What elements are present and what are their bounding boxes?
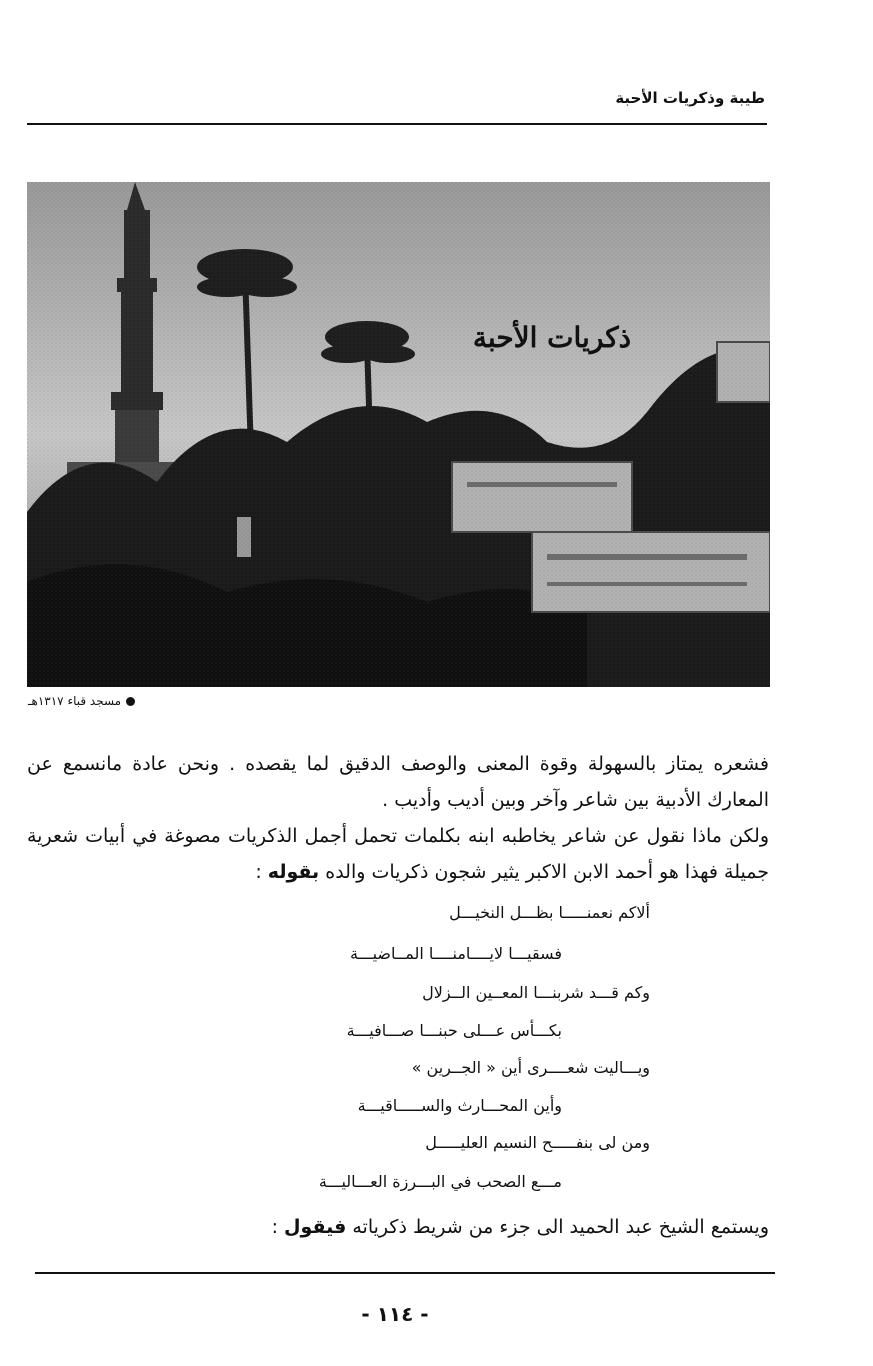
paragraph-2-end: : bbox=[255, 861, 268, 883]
poem-verse: ألاكم نعمنـــــا بظـــل النخيـــل bbox=[449, 903, 650, 922]
photo-overlay-title: ذكريات الأحبة bbox=[472, 321, 632, 354]
closing-end: : bbox=[271, 1216, 285, 1238]
body-paragraph-1: فشعره يمتاز بالسهولة وقوة المعنى والوصف الدقيق لما يقصده . ونحن عادة مانسمع عن المعارك الأدبية بين شاعر وآخر وبين أديب وأديب . bbox=[27, 753, 769, 811]
poem-verse: ويـــاليت شعــــرى أين « الجــرين » bbox=[411, 1058, 650, 1077]
caption-text: مسجد قباء ١٣١٧هـ bbox=[28, 694, 122, 708]
paragraph-2-text: ولكن ماذا نقول عن شاعر يخاطبه ابنه بكلمات تحمل أجمل الذكريات مصوغة في أبيات شعرية جميلة فهذا هو أحمد الابن الاكبر يثير شجون ذكريات والده bbox=[27, 825, 769, 883]
closing-text: ويستمع الشيخ عبد الحميد الى جزء من شريط ذكرياته bbox=[352, 1216, 769, 1238]
poem-verse: ومن لى بنفـــــح النسيم العليـــــل bbox=[425, 1133, 650, 1152]
photo-caption bbox=[28, 694, 135, 708]
closing-bold: فيقول bbox=[284, 1216, 347, 1238]
poem-verse: فسقيـــا لايــــامنــــا المــاضيـــة bbox=[349, 944, 562, 963]
poem-verse: مـــع الصحب في البـــرزة العـــاليـــة bbox=[318, 1172, 562, 1191]
poem-verse: وكم قـــد شربنـــا المعــين الــزلال bbox=[422, 983, 650, 1002]
poem-verse: وأين المحـــارث والســـــاقيـــة bbox=[357, 1096, 562, 1115]
paragraph-2-bold: بقوله bbox=[267, 861, 320, 883]
poem-verse: بكـــأس عـــلى حبنـــا صـــافيـــة bbox=[346, 1021, 562, 1040]
footer-divider bbox=[35, 1272, 775, 1274]
page-number: - ١١٤ - bbox=[361, 1302, 429, 1326]
bullet-icon bbox=[126, 697, 135, 706]
poem bbox=[150, 0, 650, 1366]
closing-line bbox=[272, 1216, 769, 1238]
running-header: طيبة وذكريات الأحبة bbox=[615, 89, 765, 107]
